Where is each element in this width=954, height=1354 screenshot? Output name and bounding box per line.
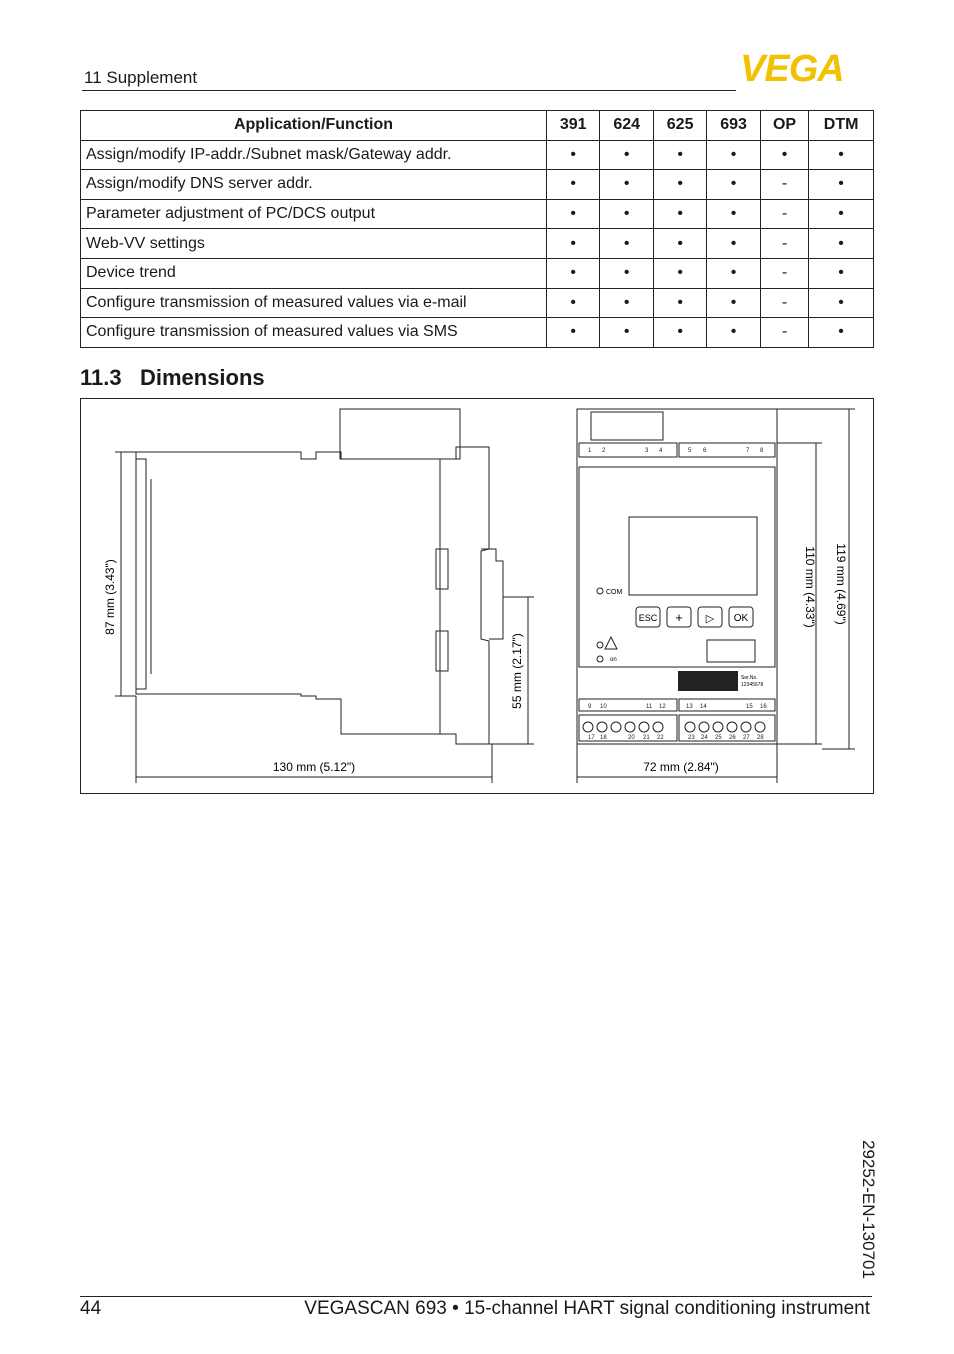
side-front-lip: [136, 459, 146, 689]
terminal-number: 11: [646, 704, 653, 710]
terminal-screw: [639, 722, 649, 732]
cell-mark: •: [547, 140, 600, 170]
cell-mark: •: [547, 318, 600, 348]
document-id: 29252-EN-130701: [859, 1140, 878, 1279]
terminal-number: 14: [700, 704, 707, 710]
terminal-screw: [583, 722, 593, 732]
terminal-number: 26: [729, 735, 736, 741]
cell-mark: •: [809, 229, 874, 259]
cell-mark: •: [547, 288, 600, 318]
terminal-number: 5: [688, 448, 692, 454]
terminal-number: 21: [643, 735, 650, 741]
serial-plate: [678, 671, 738, 691]
cell-mark: •: [809, 288, 874, 318]
dim-label-110: 110 mm (4.33"): [803, 546, 817, 628]
terminal-number: 22: [657, 735, 664, 741]
side-plug-lower: [436, 631, 448, 671]
terminal-number: 9: [588, 704, 592, 710]
serial-label: Ser.No.: [741, 675, 758, 681]
row-label: Configure transmission of measured values via SMS: [81, 318, 547, 348]
front-label-window: [707, 640, 755, 662]
cell-mark: -: [760, 170, 808, 200]
terminal-number: 16: [760, 704, 767, 710]
terminal-number: 2: [602, 448, 606, 454]
terminal-screw: [755, 722, 765, 732]
cell-mark: -: [760, 199, 808, 229]
cell-mark: •: [600, 318, 653, 348]
column-header: DTM: [809, 111, 874, 141]
cell-mark: -: [760, 318, 808, 348]
terminal-number: 28: [757, 735, 764, 741]
cell-mark: •: [707, 170, 760, 200]
cell-mark: •: [653, 258, 706, 288]
terminal-number: 20: [628, 735, 635, 741]
cell-mark: •: [707, 199, 760, 229]
cell-mark: •: [653, 288, 706, 318]
brand-wordmark: VEGA: [740, 50, 844, 84]
row-label: Assign/modify IP-addr./Subnet mask/Gateway addr.: [81, 140, 547, 170]
terminal-number: 3: [645, 448, 649, 454]
terminal-screw: [713, 722, 723, 732]
column-header: 391: [547, 111, 600, 141]
cell-mark: -: [760, 288, 808, 318]
dim-label-55: 55 mm (2.17"): [510, 633, 524, 709]
warning-triangle-icon: [605, 637, 617, 649]
led-on: [597, 656, 603, 662]
cell-mark: •: [809, 199, 874, 229]
side-din-rail: [481, 549, 503, 639]
dim-label-119: 119 mm (4.69"): [834, 543, 848, 625]
next-key-label: ▷: [705, 613, 715, 625]
cell-mark: •: [707, 229, 760, 259]
table-row: [81, 288, 874, 318]
cell-mark: •: [600, 170, 653, 200]
dim-label-72: 72 mm (2.84"): [643, 760, 719, 774]
table-row: [81, 258, 874, 288]
cell-mark: •: [809, 140, 874, 170]
cell-mark: -: [760, 258, 808, 288]
section-label: 11 Supplement: [84, 68, 198, 87]
terminal-number: 18: [600, 735, 607, 741]
cell-mark: •: [809, 258, 874, 288]
row-label: Configure transmission of measured values via e-mail: [81, 288, 547, 318]
terminal-number: 4: [659, 448, 663, 454]
terminal-number: 8: [760, 448, 764, 454]
terminal-screw: [611, 722, 621, 732]
side-view: [115, 409, 534, 783]
cell-mark: •: [600, 288, 653, 318]
cell-mark: •: [600, 199, 653, 229]
terminal-screws: [583, 722, 765, 732]
cell-mark: •: [707, 140, 760, 170]
function-table: [80, 110, 874, 348]
table-row: [81, 229, 874, 259]
row-label: Device trend: [81, 258, 547, 288]
terminal-screw: [597, 722, 607, 732]
table-row: [81, 140, 874, 170]
terminal-number: 17: [588, 735, 595, 741]
terminal-number: 10: [600, 704, 607, 710]
cell-mark: •: [600, 258, 653, 288]
section-title: Dimensions: [139, 365, 265, 390]
row-label: Parameter adjustment of PC/DCS output: [81, 199, 547, 229]
table-row: [81, 170, 874, 200]
cell-mark: •: [547, 170, 600, 200]
terminal-number: 7: [746, 448, 750, 454]
led-on-label: on: [610, 657, 617, 663]
side-body: [136, 447, 489, 744]
column-header: 624: [600, 111, 653, 141]
led-fault: [597, 642, 603, 648]
led-com-label: COM: [606, 589, 623, 596]
cell-mark: •: [600, 229, 653, 259]
cell-mark: •: [547, 258, 600, 288]
side-plug-upper: [436, 549, 448, 589]
section-heading: [80, 365, 265, 391]
cell-mark: •: [653, 318, 706, 348]
serial-value: 12345678: [741, 682, 764, 688]
cell-mark: •: [653, 170, 706, 200]
section-number: 11.3: [80, 365, 122, 390]
cell-mark: •: [707, 258, 760, 288]
terminal-screw: [625, 722, 635, 732]
dimension-drawing: [80, 398, 874, 794]
front-panel: [579, 467, 775, 667]
cell-mark: •: [760, 140, 808, 170]
terminal-screw: [653, 722, 663, 732]
terminal-number: 25: [715, 735, 722, 741]
esc-key-label: ESC: [638, 613, 658, 623]
column-header: OP: [760, 111, 808, 141]
terminal-screw: [685, 722, 695, 732]
dim-label-87: 87 mm (3.43"): [103, 559, 117, 635]
front-top-tab: [591, 412, 663, 440]
terminal-screw: [741, 722, 751, 732]
header-rule: [82, 90, 736, 91]
row-label: Assign/modify DNS server addr.: [81, 170, 547, 200]
cell-mark: •: [707, 318, 760, 348]
cell-mark: •: [809, 318, 874, 348]
row-label: Web-VV settings: [81, 229, 547, 259]
dim-label-130: 130 mm (5.12"): [272, 760, 356, 774]
terminal-number: 24: [701, 735, 708, 741]
terminal-number: 1: [588, 448, 592, 454]
cell-mark: •: [547, 199, 600, 229]
front-housing: [577, 409, 777, 744]
terminal-number: 27: [743, 735, 750, 741]
terminal-number: 15: [746, 704, 753, 710]
cell-mark: •: [707, 288, 760, 318]
terminal-number: 13: [686, 704, 693, 710]
column-header: 693: [707, 111, 760, 141]
vega-logo: [738, 50, 874, 84]
column-header: 625: [653, 111, 706, 141]
side-top-cap: [340, 409, 460, 459]
terminal-number: 6: [703, 448, 707, 454]
cell-mark: •: [809, 170, 874, 200]
cell-mark: •: [653, 140, 706, 170]
led-com: [597, 588, 603, 594]
table-header-row: [81, 111, 874, 141]
table-row: [81, 318, 874, 348]
cell-mark: •: [653, 229, 706, 259]
cell-mark: •: [600, 140, 653, 170]
cell-mark: •: [547, 229, 600, 259]
dimension-drawing-svg: [81, 399, 873, 793]
terminal-number: 23: [688, 735, 695, 741]
plus-key-label: +: [675, 610, 683, 625]
lcd-display: [629, 517, 757, 595]
footer-title: VEGASCAN 693 • 15-channel HART signal conditioning instrument: [304, 1298, 870, 1319]
cell-mark: •: [653, 199, 706, 229]
footer-rule: [80, 1296, 872, 1297]
terminal-screw: [727, 722, 737, 732]
cell-mark: -: [760, 229, 808, 259]
ok-key-label: OK: [733, 613, 749, 624]
page-number: 44: [80, 1298, 102, 1319]
table-row: [81, 199, 874, 229]
terminal-screw: [699, 722, 709, 732]
column-header: Application/Function: [81, 111, 547, 141]
terminal-number: 12: [659, 704, 666, 710]
